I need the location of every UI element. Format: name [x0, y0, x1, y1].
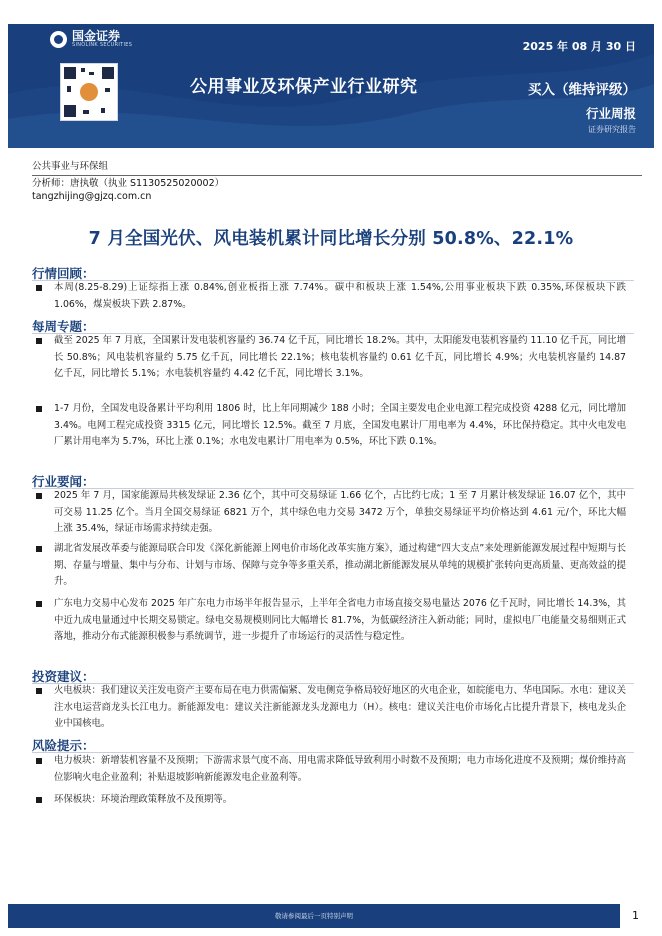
- author-block: [32, 160, 432, 204]
- page-number: 1: [632, 909, 639, 922]
- section-title-text: 行业要闻：: [32, 474, 95, 489]
- section-title-text: 每周专题：: [32, 319, 95, 334]
- item-text: 广东电力交易中心发布 2025 年广东电力市场半年报告显示，上半年全省电力市场直接交易电量达 2076 亿千瓦时，同比增长 14.3%，其中近九成电量通过中长期交易锁定。绿电交易规模则同比大幅增长 81.7%，为低碳经济注入新动能；同时，虚拟电厂电能量交易细则正式落地，推动分布式能源积极参与系统调节，进一步提升了市场运行的灵活性与稳定性。: [54, 598, 626, 643]
- report-type: 行业周报: [585, 106, 636, 121]
- item-text: 湖北省发展改革委与能源局联合印发《深化新能源上网电价市场化改革实施方案》，通过构建“四大支点”来处理新能源发展过程中短期与长期、存量与增量、集中与分布、计划与市场、保障与竞争等多重关系，推动湖北新能源发展从单纯的规模扩张转向更高质量、更高效益的提升。: [54, 543, 626, 588]
- footer-disclaimer[interactable]: 敬请参阅最后一页特别声明: [275, 912, 353, 920]
- bullet-icon: [36, 406, 42, 412]
- item-text: 截至 2025 年 7 月底，全国累计发电装机容量约 36.74 亿千瓦，同比增长 18.2%。其中，太阳能发电装机容量约 11.10 亿千瓦，同比增长 50.8%；风电装机容量约 5.75 亿千瓦，同比增长 22.1%；核电装机容量约 0.61 亿千瓦，同比增长 4.9%；火电装机容量约 14.87 亿千瓦，同比增长 5.1%；水电装机容量约 4.42 亿千瓦，同比增长 3.1%。: [54, 335, 626, 380]
- section-title-text: 行情回顾：: [32, 266, 95, 281]
- item-text: 1-7 月份，全国发电设备累计平均利用 1806 时，比上年同期减少 188 小时；全国主要发电企业电源工程完成投资 4288 亿元，同比增加 3.4%。电网工程完成投资 3315 亿元，同比增长 12.5%。截至 7 月底，全国发电累计厂用电率为 4.4%，环比保持稳定。其中火电发电厂累计用电率为 5.7%，环比上涨 0.1%；水电发电累计厂用电率为 0.5%，环比下跌 0.1%。: [54, 403, 626, 448]
- section-title-text: 投资建议：: [32, 669, 95, 684]
- analyst-email[interactable]: tangzhijing@gjzq.com.cn: [32, 191, 152, 202]
- bullet-icon: [36, 688, 42, 694]
- item-text: 本周(8.25-8.29)上证综指上涨 0.84%,创业板指上涨 7.74%。碳中和板块上涨 1.54%,公用事业板块下跌 0.35%,环保板块下跌 1.06%，煤炭板块下跌 2.87%。: [54, 282, 626, 310]
- logo-name: 国金证券: [72, 29, 121, 43]
- item-text: 电力板块：新增装机容量不及预期；下游需求景气度不高、用电需求降低导致利用小时数不及预期；电力市场化进度不及预期；煤价维持高位影响火电企业盈利；补贴退坡影响新能源发电企业盈利等。: [54, 755, 626, 783]
- analyst-name: 分析师：唐执敬（执业 S1130525020002）: [32, 177, 225, 189]
- report-subtitle: 证券研究报告: [588, 125, 636, 134]
- bullet-icon: [36, 285, 42, 291]
- report-date: 2025 年 08 月 30 日: [522, 40, 636, 53]
- bullet-icon: [36, 601, 42, 607]
- bullet-icon: [36, 493, 42, 499]
- item-text: 环保板块：环境治理政策释放不及预期等。: [54, 794, 233, 805]
- footer-bar: [8, 904, 620, 928]
- item-text: 2025 年 7 月，国家能源局共核发绿证 2.36 亿个，其中可交易绿证 1.66 亿个，占比约七成；1 至 7 月累计核发绿证 16.07 亿个，其中可交易 11.25 亿个。当月全国交易绿证 6821 万个，其中绿色电力交易 3472 万个，单独交易绿证平均价格达到 4.61 元/个，环比大幅上涨 35.4%，绿证市场需求持续走强。: [54, 490, 626, 535]
- section-title-text: 风险提示：: [32, 738, 95, 753]
- list-item: [32, 280, 632, 314]
- item-text: 火电板块：我们建议关注发电资产主要布局在电力供需偏紧、发电侧竞争格局较好地区的火电企业，如皖能电力、华电国际。水电：建议关注水电运营商龙头长江电力。新能源发电：建议关注新能源龙头龙源电力（H）。核电：建议关注电价市场化占比提升背景下，核电龙头企业中国核电。: [54, 685, 626, 730]
- author-divider: [32, 175, 642, 176]
- report-title: 公用事业及环保产业行业研究: [190, 77, 418, 97]
- bullet-icon: [36, 546, 42, 552]
- logo-mark-icon: [50, 31, 67, 48]
- section-title-risk: [32, 736, 95, 754]
- logo-english: SINOLINK SECURITIES: [72, 42, 133, 48]
- headline: 7 月全国光伏、风电装机累计同比增长分别 50.8%、22.1%: [88, 229, 574, 249]
- bullet-icon: [36, 338, 42, 344]
- rating-label: 买入（维持评级）: [528, 82, 636, 98]
- bullet-icon: [36, 758, 42, 764]
- group-name: 公共事业与环保组: [32, 161, 109, 172]
- qr-code-icon: [60, 63, 118, 121]
- bullet-icon: [36, 797, 42, 803]
- header-banner: [8, 24, 654, 148]
- company-logo: [50, 30, 132, 49]
